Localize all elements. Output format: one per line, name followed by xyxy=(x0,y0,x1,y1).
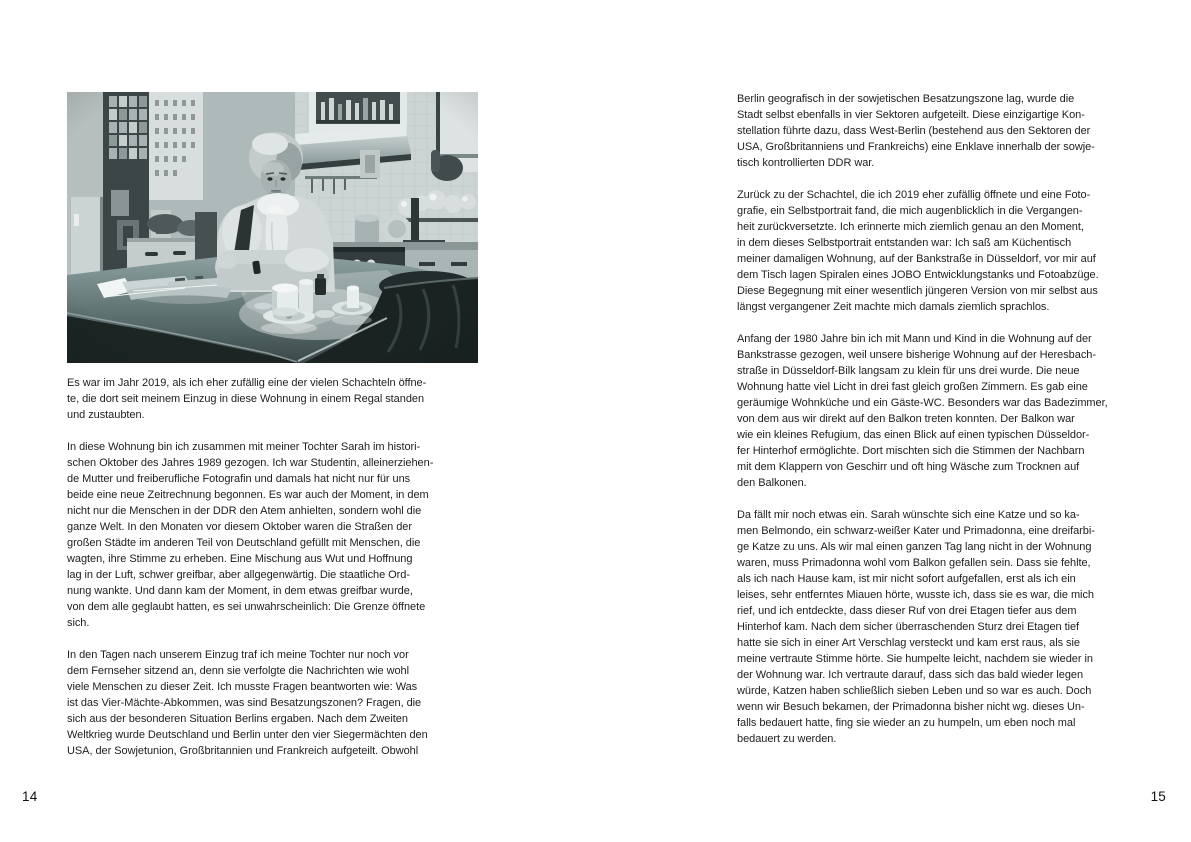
text-line: von dem aus wir direkt auf den Balkon treten konnten. Der Balkon war xyxy=(737,413,1075,425)
text-line: Stadt selbst ebenfalls in vier Sektoren aufgeteilt. Diese einzigartige Kon- xyxy=(737,109,1085,121)
text-line: wenn wir Besuch bekamen, der Primadonna bisher nicht wg. dieses Un- xyxy=(737,701,1085,713)
kitchen-self-portrait-photo xyxy=(67,92,478,363)
text-line: men Belmondo, ein schwarz-weißer Kater und Primadonna, eine dreifarbi- xyxy=(737,525,1095,537)
text-line: Da fällt mir noch etwas ein. Sarah wünschte sich eine Katze und so ka- xyxy=(737,509,1080,521)
text-line: ist das Vier-Mächte-Abkommen, was sind Besatzungszonen? Fragen, die xyxy=(67,697,422,709)
text-line: nicht nur die Menschen in der DDR den Atem anhielten, sondern wohl die xyxy=(67,505,422,517)
text-line: grafie, ein Selbstportrait fand, die mich augenblicklich in die Vergangen- xyxy=(737,205,1083,217)
text-line: viele Menschen zu dieser Zeit. Ich musste Fragen beantworten wie: Was xyxy=(67,681,418,693)
text-line: sich aus der besonderen Situation Berlins ergaben. Nach dem Zweiten xyxy=(67,713,408,725)
text-line: Es war im Jahr 2019, als ich eher zufällig eine der vielen Schachteln öffne- xyxy=(67,377,427,389)
text-line: wie ein kleines Refugium, das einen Blick auf einen typischen Düsseldor- xyxy=(737,429,1090,441)
text-line: USA, der Sowjetunion, Großbritannien und Frankreich aufgeteilt. Obwohl xyxy=(67,745,419,757)
text-line: rief, und ich entdeckte, dass dieser Ruf von drei Etagen tiefer aus dem xyxy=(737,605,1077,617)
paragraph xyxy=(737,187,1165,315)
text-line: mit dem Klappern von Geschirr und oft hing Wäsche zum Trocknen auf xyxy=(737,461,1080,473)
text-line: meine vertraute Stimme hörte. Sie humpelte leicht, nachdem sie wieder in xyxy=(737,653,1093,665)
text-line: heit zurückversetzte. Ich erinnerte mich ziemlich genau an den Moment, xyxy=(737,221,1084,233)
text-line: dem Fernseher sitzend an, denn sie verfolgte die Nachrichten wie wohl xyxy=(67,665,410,677)
text-line: Berlin geografisch in der sowjetischen Besatzungszone lag, wurde die xyxy=(737,93,1075,105)
text-line: Bankstrasse gezogen, weil unsere bisherige Wohnung auf der Heresbach- xyxy=(737,349,1096,361)
text-line: beide eine neue Zeitrechnung begonnen. Es war auch der Moment, in dem xyxy=(67,489,429,501)
text-line: USA, Großbritanniens und Frankreichs) eine Enklave innerhalb der sowje- xyxy=(737,141,1095,153)
text-line: leises, sehr entferntes Miauen hörte, wusste ich, dass sie es war, die mich xyxy=(737,589,1094,601)
text-line: hatte sie sich in einer Art Verschlag versteckt und kam erst raus, als sie xyxy=(737,637,1080,649)
text-line: dem Tisch lagen Spiralen eines JOBO Entwicklungstanks und Fotoabzüge. xyxy=(737,269,1099,281)
text-line: geräumige Wohnküche und ein Gäste-WC. Besonders war das Badezimmer, xyxy=(737,397,1108,409)
page-number-left: 14 xyxy=(22,789,38,804)
text-line: nung wankte. Und dann kam der Moment, in dem etwas greifbar wurde, xyxy=(67,585,413,597)
text-line: großen Städte im anderen Teil von Deutschland gefüllt mit Menschen, die xyxy=(67,537,421,549)
text-line: Weltkrieg wurde Deutschland und Berlin unter den vier Siegermächten den xyxy=(67,729,428,741)
text-line: längst vergangener Zeit machte mich damals ziemlich sprachlos. xyxy=(737,301,1050,313)
text-line: ge Katze zu uns. Als wir mal einen ganzen Tag lang nicht in der Wohnung xyxy=(737,541,1092,553)
text-line: der Wohnung war. Ich vertraute darauf, dass sich das bald wieder legen xyxy=(737,669,1084,681)
text-line: stellation führte dazu, dass West-Berlin (bestehend aus den Sektoren der xyxy=(737,125,1091,137)
text-line: wagten, ihre Stimme zu erheben. Eine Mischung aus Wut und Hoffnung xyxy=(67,553,413,565)
text-line: In diese Wohnung bin ich zusammen mit meiner Tochter Sarah im histori- xyxy=(67,441,421,453)
text-line: de Mutter und freiberufliche Fotografin und damals hat nicht nur für uns xyxy=(67,473,411,485)
text-line: falls bedauert hatte, fing sie wieder an zu humpeln, um eben noch mal xyxy=(737,717,1076,729)
text-line: waren, muss Primadonna wohl vom Balkon gefallen sein. Dass sie fehlte, xyxy=(737,557,1091,569)
text-line: Anfang der 1980 Jahre bin ich mit Mann und Kind in die Wohnung auf der xyxy=(737,333,1092,345)
text-line: den Balkonen. xyxy=(737,477,807,489)
text-line: Hinterhof kam. Nach dem sicher überraschenden Sturz drei Etagen tief xyxy=(737,621,1080,633)
page-number-right: 15 xyxy=(1150,789,1166,804)
text-line: lag in der Luft, schwer greifbar, aber allgegenwärtig. Die staatliche Ord- xyxy=(67,569,410,581)
text-line: schen Oktober des Jahres 1989 gezogen. Ich war Studentin, alleinerziehen- xyxy=(67,457,434,469)
text-line: Wohnung hatte viel Licht in drei fast gleich großen Zimmern. Es gab eine xyxy=(737,381,1088,393)
text-line: Diese Begegnung mit einer wesentlich jüngeren Version von mir selbst aus xyxy=(737,285,1098,297)
left-text-column xyxy=(67,375,495,759)
text-line: und zustaubten. xyxy=(67,409,145,421)
paragraph xyxy=(67,439,495,631)
text-line: te, die dort seit meinem Einzug in diese Wohnung in einem Regal standen xyxy=(67,393,425,405)
photo-illustration xyxy=(67,92,478,363)
text-line: meiner damaligen Wohnung, auf der Bankstraße in Düsseldorf, vor mir auf xyxy=(737,253,1096,265)
text-line: bedauert zu werden. xyxy=(737,733,837,745)
text-line: ganze Welt. In den Monaten vor diesem Oktober waren die Straßen der xyxy=(67,521,412,533)
text-line: Zurück zu der Schachtel, die ich 2019 eher zufällig öffnete und eine Foto- xyxy=(737,189,1091,201)
text-line: tisch kontrollierten DDR war. xyxy=(737,157,875,169)
text-line: In den Tagen nach unserem Einzug traf ich meine Tochter nur noch vor xyxy=(67,649,409,661)
paragraph xyxy=(737,91,1165,171)
text-line: straße in Düsseldorf-Bilk langsam zu klein für uns drei wurde. Die neue xyxy=(737,365,1080,377)
text-line: fer Hinterhof ermöglichte. Dort mischten sich die Stimmen der Nachbarn xyxy=(737,445,1085,457)
right-text-column xyxy=(737,91,1165,747)
paragraph xyxy=(67,647,495,759)
text-line: als ich nach Hause kam, ist mir nicht sofort aufgefallen, erst als ich ein xyxy=(737,573,1076,585)
text-line: in dem dieses Selbstportrait entstanden war: Ich saß am Küchentisch xyxy=(737,237,1072,249)
text-line: von dem alle geglaubt hatten, es sei unwahrscheinlich: Die Grenze öffnete xyxy=(67,601,426,613)
text-line: sich. xyxy=(67,617,90,629)
text-line: würde, Katzen haben schließlich sieben Leben und so war es auch. Doch xyxy=(737,685,1092,697)
paragraph xyxy=(67,375,495,423)
paragraph xyxy=(737,331,1165,491)
paragraph xyxy=(737,507,1165,747)
